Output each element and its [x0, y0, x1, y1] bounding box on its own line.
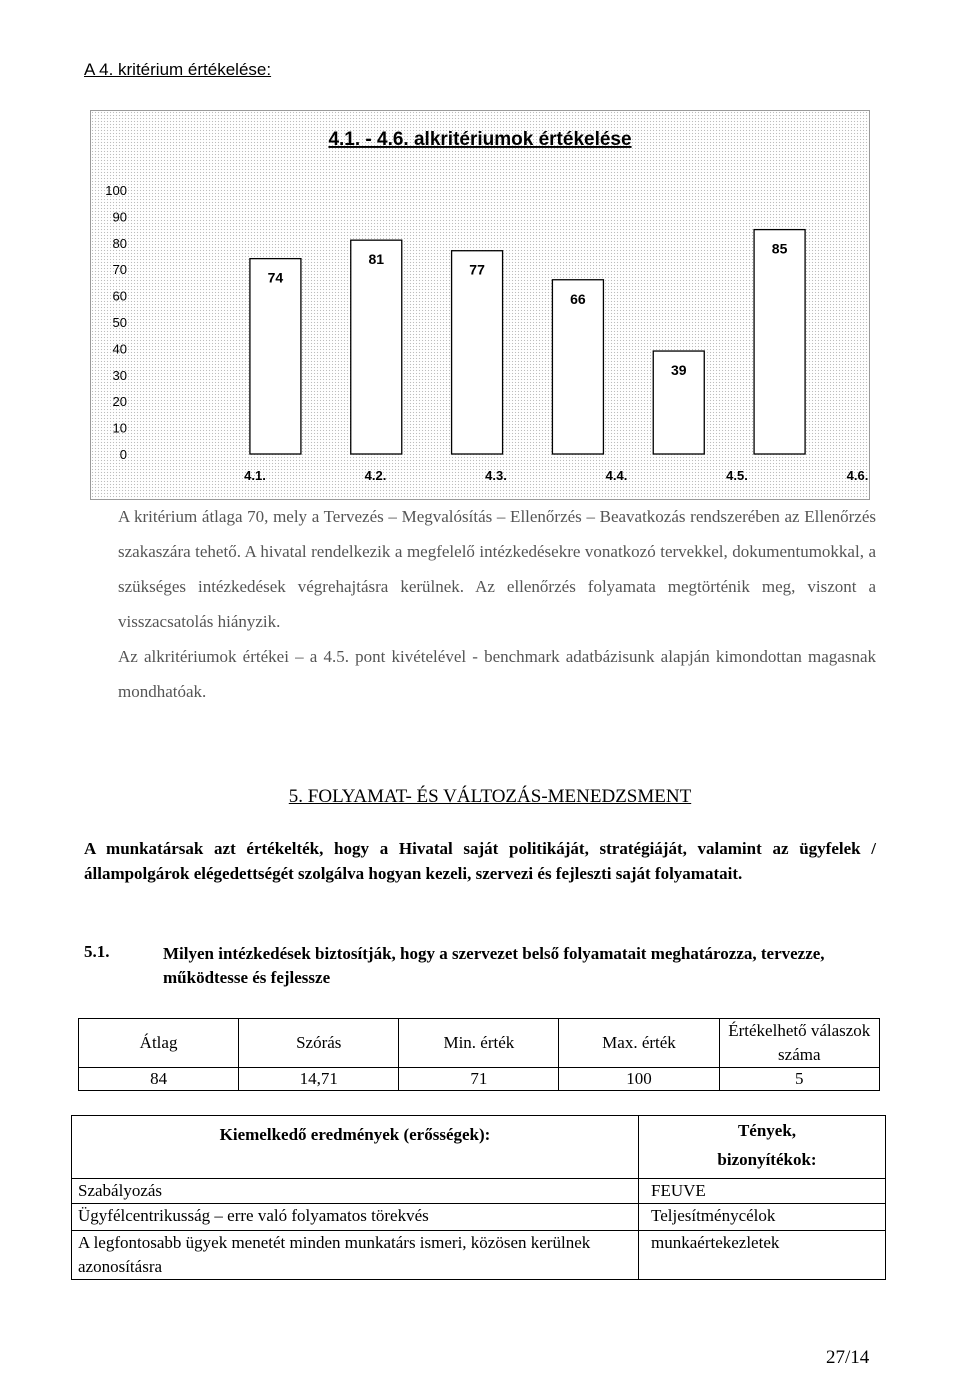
- stats-value-cell: 5: [719, 1068, 879, 1091]
- bar: [351, 240, 402, 454]
- stats-header-row: [79, 1019, 880, 1068]
- y-tick-label: 50: [112, 315, 127, 330]
- category-label: 4.5.: [726, 468, 748, 483]
- facts-table: [71, 1115, 886, 1280]
- facts-cell-strength: Ügyfélcentrikusság – erre való folyamatos törekvés: [72, 1204, 639, 1231]
- stats-table: [78, 1018, 880, 1091]
- data-label: 39: [670, 362, 687, 379]
- category-label: 4.2.: [364, 468, 387, 483]
- y-tick-label: 10: [112, 420, 127, 436]
- data-label: 66: [570, 290, 586, 307]
- y-tick-label: 40: [112, 341, 127, 357]
- y-tick-label: 0: [119, 447, 127, 462]
- chart-title: 4.1. - 4.6. alkritériumok értékelése: [328, 129, 632, 150]
- category-label: 4.6.: [846, 468, 868, 483]
- y-tick-label: 80: [112, 235, 127, 251]
- facts-row: [72, 1204, 886, 1231]
- facts-cell-evidence: FEUVE: [639, 1179, 886, 1204]
- bar-chart: [90, 110, 868, 498]
- data-label: 85: [771, 240, 788, 257]
- facts-cell-strength: A legfontosabb ügyek menetét minden munkatárs ismeri, közösen kerülnek azonosításra: [72, 1231, 639, 1280]
- category-label: 4.1.: [244, 468, 266, 483]
- criterion-heading: A 4. kritérium értékelése:: [84, 60, 272, 79]
- bar: [452, 251, 503, 454]
- data-label: 77: [469, 261, 485, 278]
- facts-row: [72, 1179, 886, 1204]
- stats-value-cell: 71: [399, 1068, 559, 1091]
- y-tick-label: 100: [105, 183, 127, 198]
- page-number: 27/14: [826, 1347, 870, 1368]
- question-number: 5.1.: [84, 942, 110, 961]
- category-label: 4.4.: [605, 468, 628, 483]
- bar: [754, 230, 805, 454]
- y-tick-label: 60: [112, 288, 127, 304]
- data-label: 81: [368, 251, 385, 268]
- data-label: 74: [267, 269, 284, 286]
- section-intro: A munkatársak azt értékelték, hogy a Hivatal saját politikáját, stratégiáját, valamint az ügyfelek / állampolgárok elégedettségét szolgálva hogyan kezeli, szervezi és fejleszti saját folyamatait.: [84, 839, 876, 883]
- stats-header-cell: Min. érték: [399, 1019, 559, 1068]
- bar: [250, 259, 301, 454]
- facts-cell-evidence: Teljesítménycélok: [639, 1204, 886, 1231]
- stats-value-cell: 100: [559, 1068, 719, 1091]
- evaluation-paragraphs: [118, 499, 876, 709]
- facts-row: [72, 1231, 886, 1280]
- facts-header-strengths: Kiemelkedő eredmények (erősségek):: [72, 1116, 639, 1179]
- section-title: 5. FOLYAMAT- ÉS VÁLTOZÁS-MENEDZSMENT: [288, 786, 692, 807]
- stats-value-row: [79, 1068, 880, 1091]
- stats-header-cell: Max. érték: [559, 1019, 719, 1068]
- y-tick-label: 30: [112, 367, 127, 383]
- stats-header-cell: Értékelhető válaszok száma: [719, 1019, 879, 1068]
- facts-header-evidence: Tények, bizonyítékok:: [639, 1116, 886, 1179]
- stats-value-cell: 14,71: [239, 1068, 399, 1091]
- stats-header-cell: Átlag: [79, 1019, 239, 1068]
- stats-value-cell: 84: [79, 1068, 239, 1091]
- y-tick-label: 90: [112, 209, 127, 225]
- y-tick-label: 20: [112, 394, 127, 410]
- category-label: 4.3.: [485, 468, 507, 483]
- question-text: Milyen intézkedések biztosítják, hogy a szervezet belső folyamatait meghatározza, tervezze, működtesse és fejlessze: [163, 944, 825, 987]
- facts-cell-evidence: munkaértekezletek: [639, 1231, 886, 1280]
- facts-cell-strength: Szabályozás: [72, 1179, 639, 1204]
- facts-header-row: [72, 1116, 886, 1179]
- stats-header-cell: Szórás: [239, 1019, 399, 1068]
- y-tick-label: 70: [112, 262, 127, 278]
- paragraph-2: Az alkritériumok értékei – a 4.5. pont kivételével - benchmark adatbázisunk alapján kimondottan magasnak mondhatóak.: [118, 647, 876, 701]
- paragraph-1: A kritérium átlaga 70, mely a Tervezés – Megvalósítás – Ellenőrzés – Beavatkozás rendszerében az Ellenőrzés szakaszára tehető. A hivatal rendelkezik a megfelelő intézkedésekre vonatkozó tervekkel, dokumentumokkal, a szükséges intézkedések végrehajtásra kerülnek. Az ellenőrzés folyamata megtörténik meg, viszont a visszacsatolás hiányzik.: [118, 507, 876, 631]
